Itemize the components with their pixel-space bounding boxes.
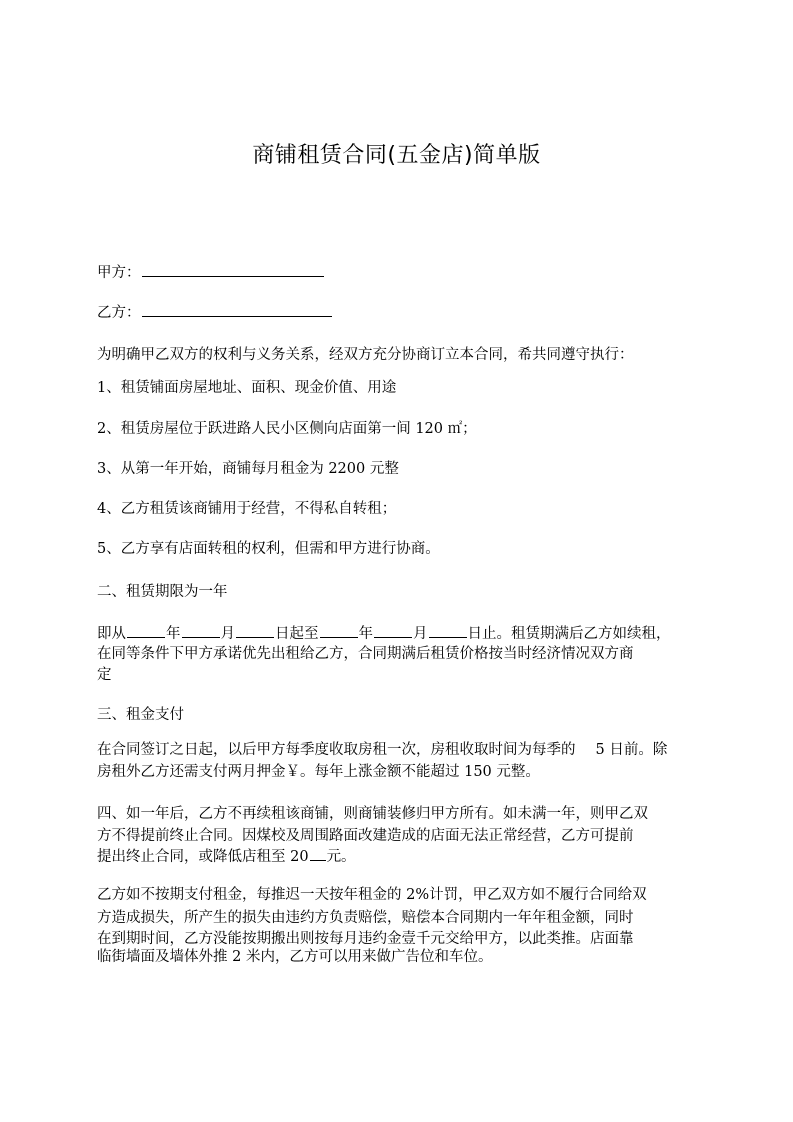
- rent-reduction-blank: [310, 846, 326, 861]
- term-month2: 月: [413, 626, 428, 642]
- term-year1-blank: [127, 623, 165, 638]
- term-month2-blank: [374, 623, 412, 638]
- term-end: 日止。租赁期满后乙方如续租，: [467, 626, 671, 642]
- party-b-line: [97, 302, 333, 323]
- item-1: 1、租赁铺面房屋地址、面积、现金价值、用途: [97, 380, 397, 396]
- payment-line-1a: 在合同签订之日起，以后甲方每季度收取房租一次，房租收取时间为每季的: [97, 742, 576, 758]
- item-2: 2、租赁房屋位于跃进路人民小区侧向店面第一间 120 ㎡；: [97, 421, 477, 437]
- party-a-blank: [142, 262, 324, 277]
- section-2-title: 二、租赁期限为一年: [97, 584, 228, 600]
- section-4-line-3b: 元。: [326, 849, 356, 865]
- term-year2-blank: [320, 623, 358, 638]
- penalty-line-3: 在到期时间，乙方没能按期搬出则按每月违约金壹千元交给甲方，以此类推。店面靠: [97, 931, 634, 947]
- item-3: 3、从第一年开始，商铺每月租金为 2200 元整: [97, 461, 399, 477]
- term-month1-blank: [182, 623, 220, 638]
- section-4-line-2: 方不得提前终止合同。因煤校及周围路面改建造成的店面无法正常经营，乙方可提前: [97, 828, 634, 844]
- term-month1: 月: [220, 626, 235, 642]
- term-line-3: 定: [97, 667, 112, 683]
- section-4-line-3a: 提出终止合同，或降低店租至 20: [97, 849, 309, 865]
- party-b-label: 乙方：: [97, 305, 141, 321]
- party-a-line: [97, 262, 325, 283]
- payment-line-2: 房租外乙方还需支付两月押金￥。每年上涨金额不能超过 150 元整。: [97, 764, 540, 780]
- item-4: 4、乙方租赁该商铺用于经营，不得私自转租；: [97, 501, 397, 517]
- term-day2-blank: [429, 623, 467, 638]
- penalty-line-4: 临街墙面及墙体外推 2 米内，乙方可以用来做广告位和车位。: [97, 949, 493, 965]
- party-a-label: 甲方：: [97, 265, 141, 281]
- party-b-blank: [142, 302, 332, 317]
- penalty-line-1: 乙方如不按期支付租金，每推迟一天按年租金的 2%计罚，甲乙双方如不履行合同给双: [97, 887, 647, 903]
- term-from: 即从: [97, 626, 126, 642]
- document-title: 商铺租赁合同(五金店)简单版: [252, 143, 541, 168]
- section-4-line-1: 四、如一年后，乙方不再续租该商铺，则商铺装修归甲方所有。如未满一年，则甲乙双: [97, 806, 648, 822]
- payment-line-1: [97, 740, 667, 760]
- term-line-2: 在同等条件下甲方承诺优先出租给乙方，合同期满后租赁价格按当时经济情况双方商: [97, 646, 634, 662]
- term-day1-blank: [236, 623, 274, 638]
- section-4-line-3: [97, 846, 356, 867]
- term-day-from: 日起至: [275, 626, 319, 642]
- penalty-line-2: 方造成损失，所产生的损失由违约方负责赔偿，赔偿本合同期内一年年租金额，同时: [97, 910, 634, 926]
- section-3-title: 三、租金支付: [97, 707, 184, 723]
- item-5: 5、乙方享有店面转租的权利，但需和甲方进行协商。: [97, 541, 440, 557]
- term-line-1: [97, 623, 671, 644]
- payment-line-1b: 5 日前。除: [595, 742, 668, 758]
- term-year1: 年: [166, 626, 181, 642]
- intro-paragraph: 为明确甲乙双方的权利与义务关系，经双方充分协商订立本合同，希共同遵守执行：: [97, 347, 634, 363]
- term-year2: 年: [358, 626, 373, 642]
